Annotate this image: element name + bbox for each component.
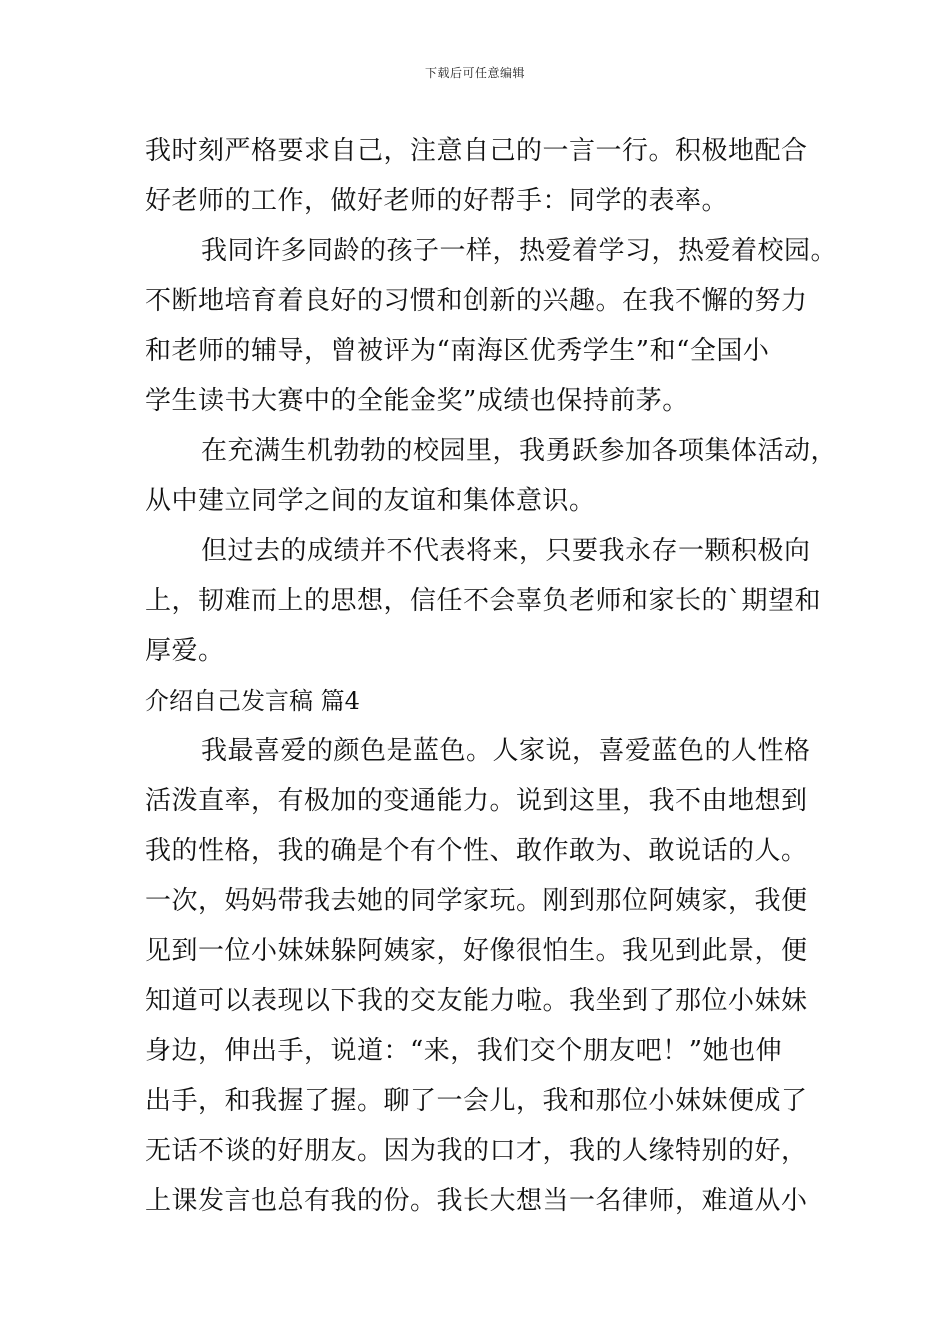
section-heading: 介绍自己发言稿 篇4 [145, 687, 360, 715]
paragraph-start-line: 但过去的成绩并不代表将来，只要我永存一颗积极向 [201, 536, 811, 566]
document-body [145, 126, 838, 1226]
paragraph-start-line: 我最喜爱的颜色是蓝色。人家说，喜爱蓝色的人性格 [201, 736, 811, 766]
text-line: 见到一位小妹妹躲阿姨家，好像很怕生。我见到此景，便 [145, 936, 808, 966]
text-line: 从中建立同学之间的友谊和集体意识。 [145, 486, 596, 516]
text-line: 和老师的辅导，曾被评为“南海区优秀学生”和“全国小 [145, 336, 770, 366]
text-line: 我的性格，我的确是个有个性、敢作敢为、敢说话的人。 [145, 836, 808, 866]
paragraph-start-line: 在充满生机勃勃的校园里，我勇跃参加各项集体活动， [201, 436, 838, 466]
paragraph-start-line: 我同许多同龄的孩子一样，热爱着学习，热爱着校园。 [201, 236, 838, 266]
text-line: 身边，伸出手，说道：“来，我们交个朋友吧！”她也伸 [145, 1036, 783, 1066]
text-line: 厚爱。 [145, 636, 225, 666]
text-line: 我时刻严格要求自己，注意自己的一言一行。积极地配合 [145, 136, 808, 166]
text-line: 一次，妈妈带我去她的同学家玩。刚到那位阿姨家，我便 [145, 886, 808, 916]
page-header-note: 下载后可任意编辑 [424, 66, 525, 80]
text-line: 上，韧难而上的思想，信任不会辜负老师和家长的`期望和 [145, 586, 822, 616]
text-line: 出手，和我握了握。聊了一会儿，我和那位小妹妹便成了 [145, 1086, 808, 1116]
text-line: 不断地培育着良好的习惯和创新的兴趣。在我不懈的努力 [145, 286, 808, 316]
text-line: 无话不谈的好朋友。因为我的口才，我的人缘特别的好， [145, 1136, 808, 1166]
text-line: 活泼直率，有极加的变通能力。说到这里，我不由地想到 [145, 786, 808, 816]
text-line: 知道可以表现以下我的交友能力啦。我坐到了那位小妹妹 [145, 986, 808, 1016]
text-line: 上课发言也总有我的份。我长大想当一名律师，难道从小 [145, 1186, 808, 1216]
text-line: 学生读书大赛中的全能金奖”成绩也保持前茅。 [145, 386, 689, 416]
text-line: 好老师的工作，做好老师的好帮手：同学的表率。 [145, 186, 729, 216]
